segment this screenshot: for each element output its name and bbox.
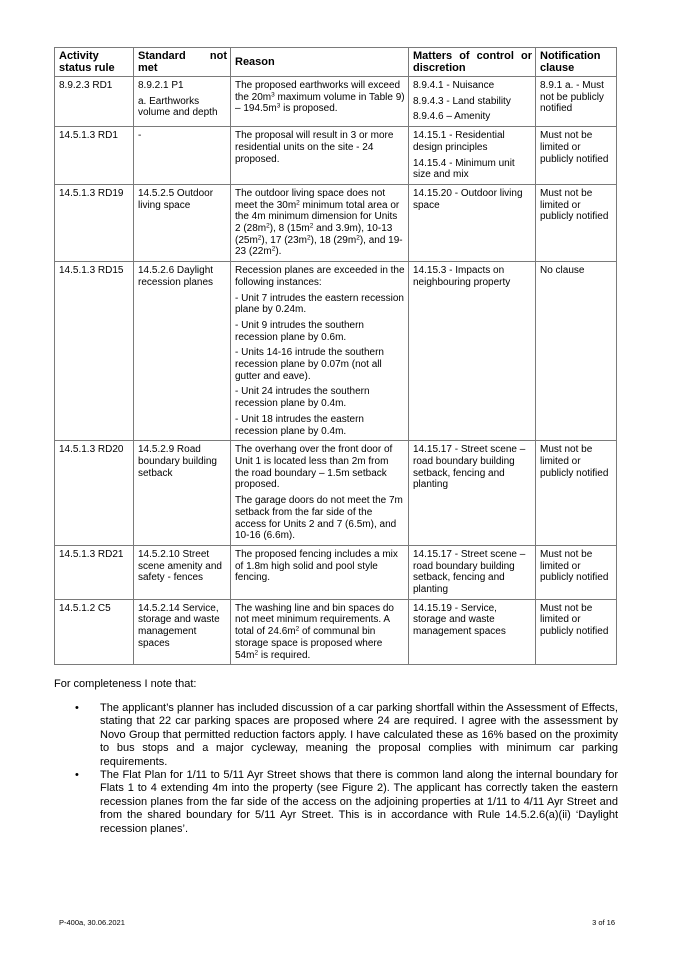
cell-notification-clause: Must not be limited or publicly notified bbox=[536, 127, 617, 185]
cell-standard-not-met bbox=[134, 545, 231, 599]
table-header-row bbox=[55, 48, 617, 77]
table-row bbox=[55, 545, 617, 599]
matter-line: 14.15.19 - Service, storage and waste management spaces bbox=[413, 602, 506, 638]
cell-reason bbox=[231, 262, 409, 441]
cell-notification-clause: Must not be limited or publicly notified bbox=[536, 599, 617, 665]
reason-paragraph bbox=[235, 188, 405, 258]
cell-standard-not-met bbox=[134, 77, 231, 127]
reason-paragraph bbox=[235, 293, 405, 316]
cell-activity-status-rule: 14.5.1.2 C5 bbox=[55, 599, 134, 665]
cell-notification-clause: Must not be limited or publicly notified bbox=[536, 184, 617, 261]
table-row bbox=[55, 441, 617, 546]
reason-text: The outdoor living space does not meet the 30m bbox=[235, 187, 386, 211]
cell-standard-not-met bbox=[134, 127, 231, 185]
reason-text: The proposal will result in 3 or more residential units on the site - 24 proposed. bbox=[235, 130, 394, 165]
cell-reason bbox=[231, 77, 409, 127]
cell-standard-not-met bbox=[134, 599, 231, 665]
matter-line: 14.15.3 - Impacts on neighbouring property bbox=[413, 265, 511, 288]
standard-line: 14.5.2.6 Daylight recession planes bbox=[138, 265, 214, 288]
reason-text: The garage doors do not meet the 7m setback from the far side of the access for Units 2 and 7 (6.5m), and 10-16 (6.6m). bbox=[235, 495, 403, 542]
cell-matters-of-control bbox=[409, 441, 536, 546]
table-row bbox=[55, 184, 617, 261]
superscript: 2 bbox=[356, 234, 360, 242]
reason-text: The proposed earthworks will exceed the 20m bbox=[235, 80, 401, 103]
cell-standard-not-met bbox=[134, 184, 231, 261]
superscript: 2 bbox=[257, 234, 262, 242]
matter-line: 14.15.1 - Residential design principles bbox=[413, 130, 505, 153]
header-standard-not-met: Standard not met bbox=[134, 48, 231, 77]
cell-matters-of-control bbox=[409, 77, 536, 127]
reason-text: is proposed. bbox=[280, 103, 338, 115]
reason-text: Recession planes are exceeded in the following instances: bbox=[235, 265, 405, 288]
cell-reason bbox=[231, 441, 409, 546]
reason-text: maximum volume in Table 9) – 194.5m bbox=[235, 91, 405, 115]
cell-notification-clause: 8.9.1 a. - Must not be publicly notified bbox=[536, 77, 617, 127]
header-matters-of-control: Matters of control or discretion bbox=[409, 48, 536, 77]
superscript: 3 bbox=[276, 102, 281, 110]
matter-line: 8.9.4.3 - Land stability bbox=[413, 95, 511, 107]
reason-paragraph bbox=[235, 444, 405, 491]
reason-text: The proposed fencing includes a mix of 1.8m high solid and pool style fencing. bbox=[235, 548, 398, 584]
cell-standard-not-met bbox=[134, 441, 231, 546]
bullet-list bbox=[54, 702, 618, 836]
reason-text: and 3.9m), 10-13 (25m bbox=[235, 223, 393, 246]
cell-notification-clause: Must not be limited or publicly notified bbox=[536, 545, 617, 599]
superscript: 2 bbox=[296, 199, 300, 207]
cell-notification-clause: Must not be limited or publicly notified bbox=[536, 441, 617, 546]
standard-line: 8.9.2.1 P1 bbox=[138, 80, 184, 91]
table-row bbox=[55, 127, 617, 185]
standard-line: 14.5.2.14 Service, storage and waste management spaces bbox=[138, 602, 220, 649]
matter-line: 14.15.17 - Street scene – road boundary building setback, fencing and planting bbox=[413, 548, 526, 596]
cell-standard-not-met bbox=[134, 262, 231, 441]
reason-paragraph bbox=[235, 347, 405, 382]
list-item bbox=[54, 702, 618, 769]
superscript: 3 bbox=[271, 91, 275, 99]
reason-paragraph bbox=[235, 495, 405, 542]
cell-activity-status-rule: 14.5.1.3 RD1 bbox=[55, 127, 134, 185]
cell-activity-status-rule: 14.5.1.3 RD15 bbox=[55, 262, 134, 441]
reason-text: ), 17 (23m bbox=[261, 234, 307, 246]
list-item bbox=[54, 769, 618, 836]
reason-text: - Unit 9 intrudes the southern recession plane by 0.6m. bbox=[235, 319, 364, 343]
superscript: 2 bbox=[266, 222, 270, 230]
reason-text: of communal bin storage space is proposed where 54m bbox=[235, 626, 383, 661]
header-activity-status-rule: Activity status rule bbox=[55, 48, 134, 77]
standard-line: 14.5.2.10 Street scene amenity and safety - fences bbox=[138, 548, 222, 584]
cell-reason bbox=[231, 599, 409, 665]
completeness-note: For completeness I note that: bbox=[54, 678, 197, 690]
table-row bbox=[55, 262, 617, 441]
table-row bbox=[55, 599, 617, 665]
superscript: 2 bbox=[295, 625, 300, 633]
cell-activity-status-rule: 14.5.1.3 RD19 bbox=[55, 184, 134, 261]
superscript: 2 bbox=[307, 234, 311, 242]
standard-line: 14.5.2.9 Road boundary building setback bbox=[138, 444, 217, 479]
cell-matters-of-control bbox=[409, 262, 536, 441]
bullet-icon: • bbox=[75, 769, 79, 782]
cell-matters-of-control bbox=[409, 127, 536, 185]
reason-paragraph bbox=[235, 265, 405, 288]
reason-paragraph bbox=[235, 549, 405, 584]
reason-paragraph bbox=[235, 130, 405, 165]
cell-matters-of-control bbox=[409, 184, 536, 261]
cell-matters-of-control bbox=[409, 545, 536, 599]
matter-line: 14.15.17 - Street scene – road boundary building setback, fencing and planting bbox=[413, 444, 526, 491]
reason-paragraph bbox=[235, 320, 405, 343]
cell-reason bbox=[231, 184, 409, 261]
standard-line: a. Earthworks volume and depth bbox=[138, 95, 218, 119]
reason-text: - Unit 18 intrudes the eastern recession plane by 0.4m. bbox=[235, 413, 364, 437]
reason-paragraph bbox=[235, 386, 405, 409]
table-row bbox=[55, 77, 617, 127]
reason-text: ). bbox=[275, 246, 282, 258]
bullet-icon: • bbox=[75, 702, 79, 714]
reason-text: - Unit 7 intrudes the eastern recession plane by 0.24m. bbox=[235, 292, 404, 316]
reason-text: ), 8 (15m bbox=[269, 223, 310, 235]
reason-text: ), and 19-23 (22m bbox=[235, 234, 403, 258]
cell-notification-clause: No clause bbox=[536, 262, 617, 441]
cell-activity-status-rule: 14.5.1.3 RD21 bbox=[55, 545, 134, 599]
cell-activity-status-rule: 14.5.1.3 RD20 bbox=[55, 441, 134, 546]
bullet-text: The Flat Plan for 1/11 to 5/11 Ayr Street shows that there is common land along the internal boundary for Flats 1 to 4 extending 4m into the property (see Figure 2). The applicant has correctly taken the eastern recession planes from the far side of the access on the adjoining properties at 1/11 to 4/11 Ayr Street and from the shared boundary for 5/11 Ayr Street. This is in accordance with Rule 14.5.2.6(a)(ii) ‘Daylight recession planes’. bbox=[100, 769, 618, 835]
cell-activity-status-rule: 8.9.2.3 RD1 bbox=[55, 77, 134, 127]
superscript: 2 bbox=[271, 245, 276, 253]
table-body bbox=[55, 77, 617, 665]
superscript: 2 bbox=[309, 222, 314, 230]
superscript: 2 bbox=[254, 649, 259, 657]
reason-text: minimum total area or the 4m minimum dimension for Units 2 (28m bbox=[235, 199, 400, 235]
matter-line: 14.15.20 - Outdoor living space bbox=[413, 187, 523, 211]
header-notification-clause: Notification clause bbox=[536, 48, 617, 77]
standard-line: 14.5.2.5 Outdoor living space bbox=[138, 187, 214, 211]
cell-matters-of-control bbox=[409, 599, 536, 665]
reason-text: The overhang over the front door of Unit 1 is located less than 2m from the road boundary – 1.5m setback proposed. bbox=[235, 444, 393, 491]
footer-page-number: 3 of 16 bbox=[592, 918, 615, 927]
reason-text: - Units 14-16 intrude the southern recession plane by 0.07m (not all gutter and eave). bbox=[235, 347, 384, 382]
standard-line: - bbox=[138, 130, 142, 142]
reason-text: The washing line and bin spaces do not meet minimum requirements. A total of 24.6m bbox=[235, 602, 394, 638]
reason-text: is required. bbox=[258, 649, 311, 661]
reason-paragraph bbox=[235, 80, 405, 115]
cell-reason bbox=[231, 127, 409, 185]
assessment-table bbox=[54, 47, 617, 665]
reason-paragraph bbox=[235, 603, 405, 662]
footer-document-code: P-400a, 30.06.2021 bbox=[59, 918, 125, 927]
reason-paragraph bbox=[235, 414, 405, 437]
matter-line: 8.9.4.6 – Amenity bbox=[413, 111, 491, 123]
reason-text: - Unit 24 intrudes the southern recession plane by 0.4m. bbox=[235, 386, 370, 410]
matter-line: 14.15.4 - Minimum unit size and mix bbox=[413, 157, 515, 181]
reason-text: ), 18 (29m bbox=[310, 234, 357, 246]
matter-line: 8.9.4.1 - Nuisance bbox=[413, 80, 495, 91]
bullet-text: The applicant’s planner has included discussion of a car parking shortfall within the Assessment of Effects, stating that 22 car parking spaces are proposed where 24 are required. I agree with the assessment by Novo Group that permitted reduction factors apply. I have calculated these as 16% based on the proximity to bus stops and a major cycleway, meaning the proposal complies with minimum car parking requirements. bbox=[100, 702, 618, 768]
cell-reason bbox=[231, 545, 409, 599]
header-reason: Reason bbox=[231, 48, 409, 77]
